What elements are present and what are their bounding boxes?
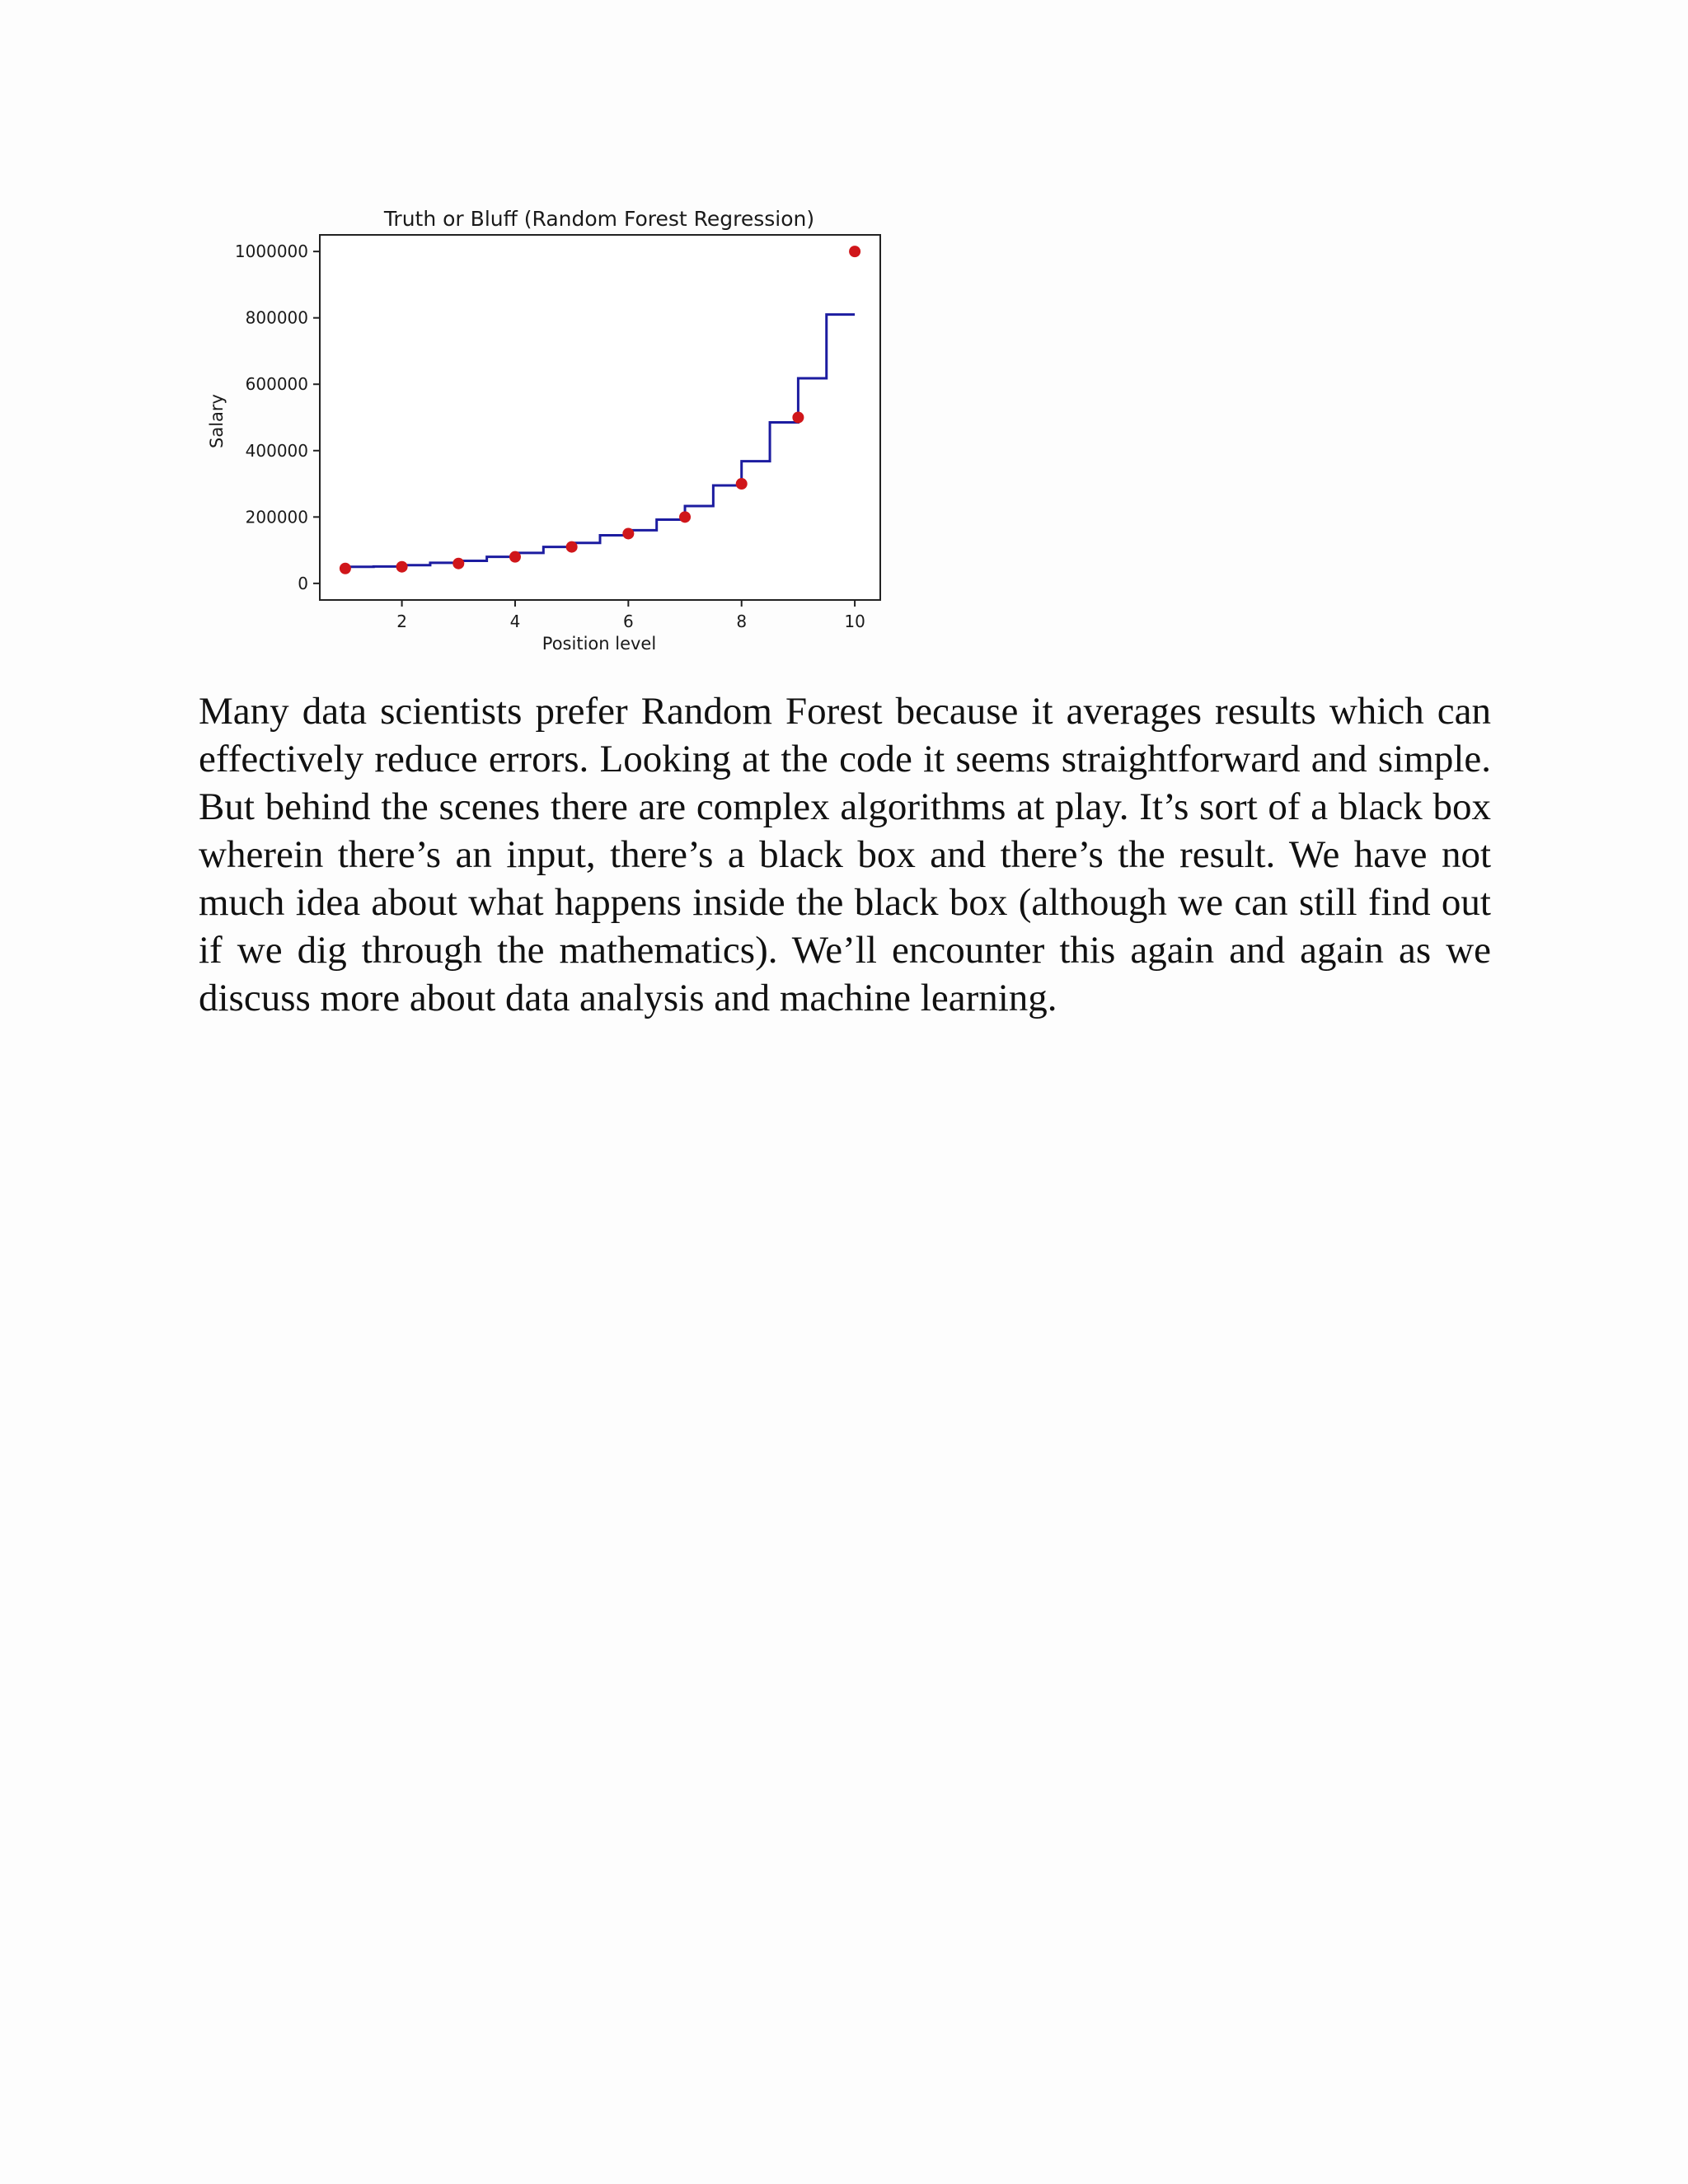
- data-point: [566, 541, 578, 553]
- chart-title: Truth or Bluff (Random Forest Regression): [383, 207, 815, 231]
- y-tick-label: 400000: [245, 440, 308, 461]
- data-point: [396, 561, 408, 573]
- x-axis-ticks: [396, 600, 865, 631]
- x-tick-label: 6: [622, 612, 634, 631]
- y-axis-label: Salary: [207, 394, 227, 448]
- y-tick-label: 200000: [245, 507, 308, 527]
- data-point: [452, 558, 464, 569]
- data-point: [849, 246, 860, 257]
- x-axis-label: Position level: [542, 634, 657, 654]
- y-axis-ticks: [235, 241, 320, 593]
- rf-regression-chart: [0, 0, 1688, 676]
- x-tick-label: 8: [736, 612, 748, 631]
- data-point: [340, 563, 351, 574]
- x-tick-label: 10: [844, 612, 865, 631]
- x-tick-label: 4: [509, 612, 521, 631]
- data-point: [679, 511, 691, 523]
- data-point: [792, 412, 804, 424]
- y-tick-label: 600000: [245, 374, 308, 395]
- x-tick-label: 2: [396, 612, 407, 631]
- y-tick-label: 0: [298, 573, 308, 593]
- body-paragraph: Many data scientists prefer Random Forest because it averages results which can effectively reduce errors. Looking at the code it seems straightforward and simple. But behind the scenes there are complex algorithms at play. It’s sort of a black box wherein there’s an input, there’s a black box and there’s the result. We have not much idea about what happens inside the black box (although we can still find out if we dig through the mathematics). We’ll encounter this again and again as we discuss more about data analysis and machine learning.: [199, 690, 1491, 1019]
- y-tick-label: 1000000: [234, 241, 308, 262]
- data-point: [622, 527, 634, 539]
- y-tick-label: 800000: [245, 307, 308, 328]
- data-point: [509, 551, 521, 563]
- data-point: [736, 478, 748, 490]
